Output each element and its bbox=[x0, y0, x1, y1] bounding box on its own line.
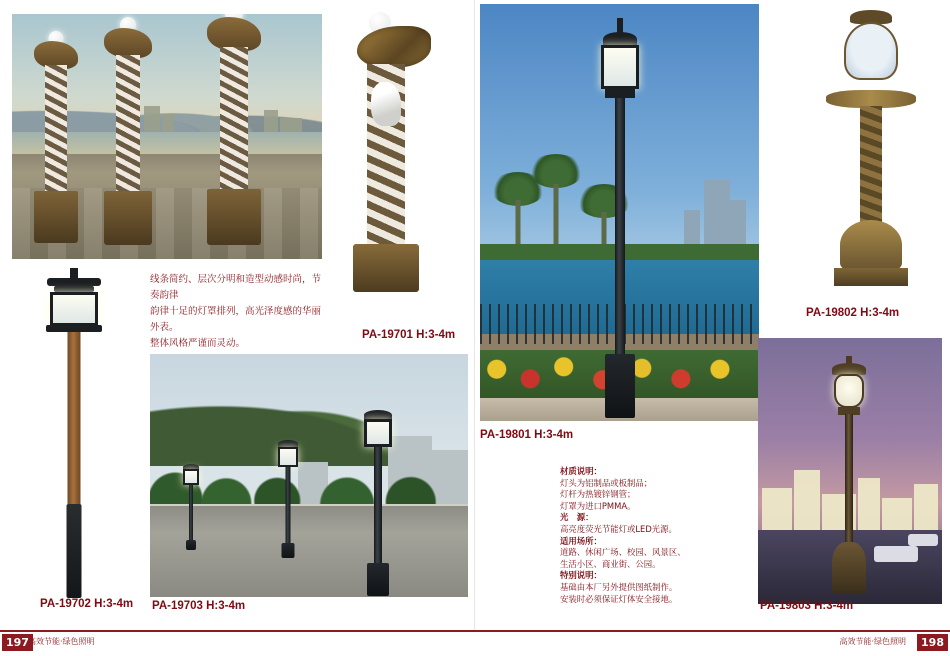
lamp-bell-base bbox=[840, 220, 902, 270]
lamp-shaft bbox=[860, 106, 882, 224]
dragon-column-3 bbox=[198, 14, 270, 243]
caption-19703: PA-19703 H:3-4m bbox=[152, 600, 246, 612]
photo-item-19703 bbox=[150, 354, 468, 597]
lamp-skirt bbox=[46, 325, 102, 332]
caption-19802: PA-19802 H:3-4m bbox=[806, 307, 900, 319]
scene-building bbox=[914, 484, 938, 532]
design-note bbox=[150, 272, 326, 352]
relief-figure bbox=[371, 82, 401, 126]
column-shaft bbox=[45, 65, 67, 195]
lamp-post-19801 bbox=[592, 18, 648, 418]
lamp-foot bbox=[67, 504, 82, 598]
palm-fronds bbox=[529, 154, 583, 188]
spec-material-line: 灯头为铝制品或板制品； bbox=[560, 477, 653, 488]
note-line-2: 韵律十足的灯罩排列，高光泽度感的华丽外表。 bbox=[150, 306, 322, 333]
lamp-crown bbox=[603, 32, 637, 46]
column-base bbox=[104, 191, 152, 245]
photo-dragon-columns-scene bbox=[12, 14, 322, 259]
spec-special-line: 基础由本厂另外提供图纸制作。 bbox=[560, 581, 678, 592]
lamp-post-far bbox=[176, 464, 206, 550]
dragon-column-2 bbox=[96, 17, 160, 243]
lamp-pole bbox=[845, 414, 853, 542]
page-number-left: 197 bbox=[2, 634, 33, 651]
lamp-lens bbox=[183, 469, 199, 485]
spec-material-line: 灯罩为进口PMMA。 bbox=[560, 500, 636, 511]
note-line-1: 线条简约、层次分明和造型动感时尚，节奏韵律 bbox=[150, 274, 322, 301]
dragon-ornament bbox=[104, 28, 152, 58]
spec-material-line: 灯杆为热镀锌钢管； bbox=[560, 489, 636, 500]
caption-19701: PA-19701 H:3-4m bbox=[362, 329, 456, 341]
lamp-pole bbox=[286, 467, 291, 543]
lamp-post-near bbox=[350, 410, 406, 596]
caption-19803: PA-19803 H:3-4m bbox=[760, 600, 854, 612]
column-base bbox=[353, 244, 419, 292]
spec-light-source-value: 高亮度荧光节能灯或LED光源。 bbox=[560, 523, 677, 534]
lamp-post-19702 bbox=[34, 268, 114, 598]
lamp-foot bbox=[367, 563, 389, 596]
lamp-lens bbox=[50, 292, 98, 326]
lamp-plinth bbox=[834, 268, 908, 286]
dragon-column-1 bbox=[26, 31, 86, 243]
lamp-base-collar bbox=[605, 88, 635, 98]
lamp-post-mid bbox=[268, 440, 308, 558]
lamp-wood-pole bbox=[68, 332, 81, 504]
photo-item-19803 bbox=[758, 338, 942, 604]
scene-building bbox=[762, 488, 792, 532]
spec-material-title: 材质说明： bbox=[560, 466, 602, 476]
lamp-foot bbox=[282, 543, 295, 558]
lamp-roof bbox=[47, 278, 101, 286]
caption-19801: PA-19801 H:3-4m bbox=[480, 429, 574, 441]
column-shaft bbox=[116, 55, 140, 195]
photo-item-19801 bbox=[480, 4, 759, 421]
page-number-right: 198 bbox=[917, 634, 948, 651]
column-base bbox=[207, 189, 261, 245]
lamp-pole bbox=[189, 485, 193, 540]
lamp-lens bbox=[601, 45, 639, 89]
spec-market-line: 道路、休闲广场、校园、风景区、 bbox=[560, 547, 686, 558]
photo-item-19802 bbox=[800, 6, 942, 298]
dragon-ornament bbox=[207, 17, 261, 51]
lamp-lens bbox=[834, 374, 864, 408]
page-gutter bbox=[474, 0, 475, 630]
spec-special-label: 特别说明： bbox=[560, 570, 602, 581]
lamp-lantern bbox=[844, 22, 898, 80]
column-base bbox=[34, 191, 78, 243]
lamp-lens bbox=[278, 447, 298, 467]
spec-special-line: 安装时必须保证灯体安全接地。 bbox=[560, 593, 678, 604]
footer-text-right: 高效节能·绿色照明 bbox=[839, 637, 906, 646]
footer-rule bbox=[0, 630, 950, 632]
photo-item-19702 bbox=[12, 262, 137, 612]
note-line-3: 整体风格严谨而灵动。 bbox=[150, 338, 246, 349]
column-shaft bbox=[220, 47, 248, 193]
photo-item-19701 bbox=[327, 8, 458, 298]
scene-vehicle bbox=[908, 534, 938, 546]
lamp-lens bbox=[364, 419, 392, 447]
scene-building bbox=[882, 498, 912, 532]
footer-text-left: 高效节能·绿色照明 bbox=[28, 637, 95, 646]
caption-19702: PA-19702 H:3-4m bbox=[40, 598, 134, 610]
spec-light-source-label: 光 源： bbox=[560, 512, 594, 523]
spec-market-line: 生活小区、商业街、公园。 bbox=[560, 558, 661, 569]
lamp-post-19803 bbox=[814, 356, 884, 594]
lamp-pole bbox=[374, 447, 382, 563]
lamp-finial bbox=[70, 268, 78, 278]
lamp-foot bbox=[186, 540, 196, 550]
specification-block bbox=[560, 466, 750, 605]
lamp-pole bbox=[615, 98, 625, 354]
spec-market-label: 适用场所： bbox=[560, 535, 602, 546]
lamp-foot bbox=[832, 542, 866, 594]
lamp-foot bbox=[605, 354, 635, 418]
